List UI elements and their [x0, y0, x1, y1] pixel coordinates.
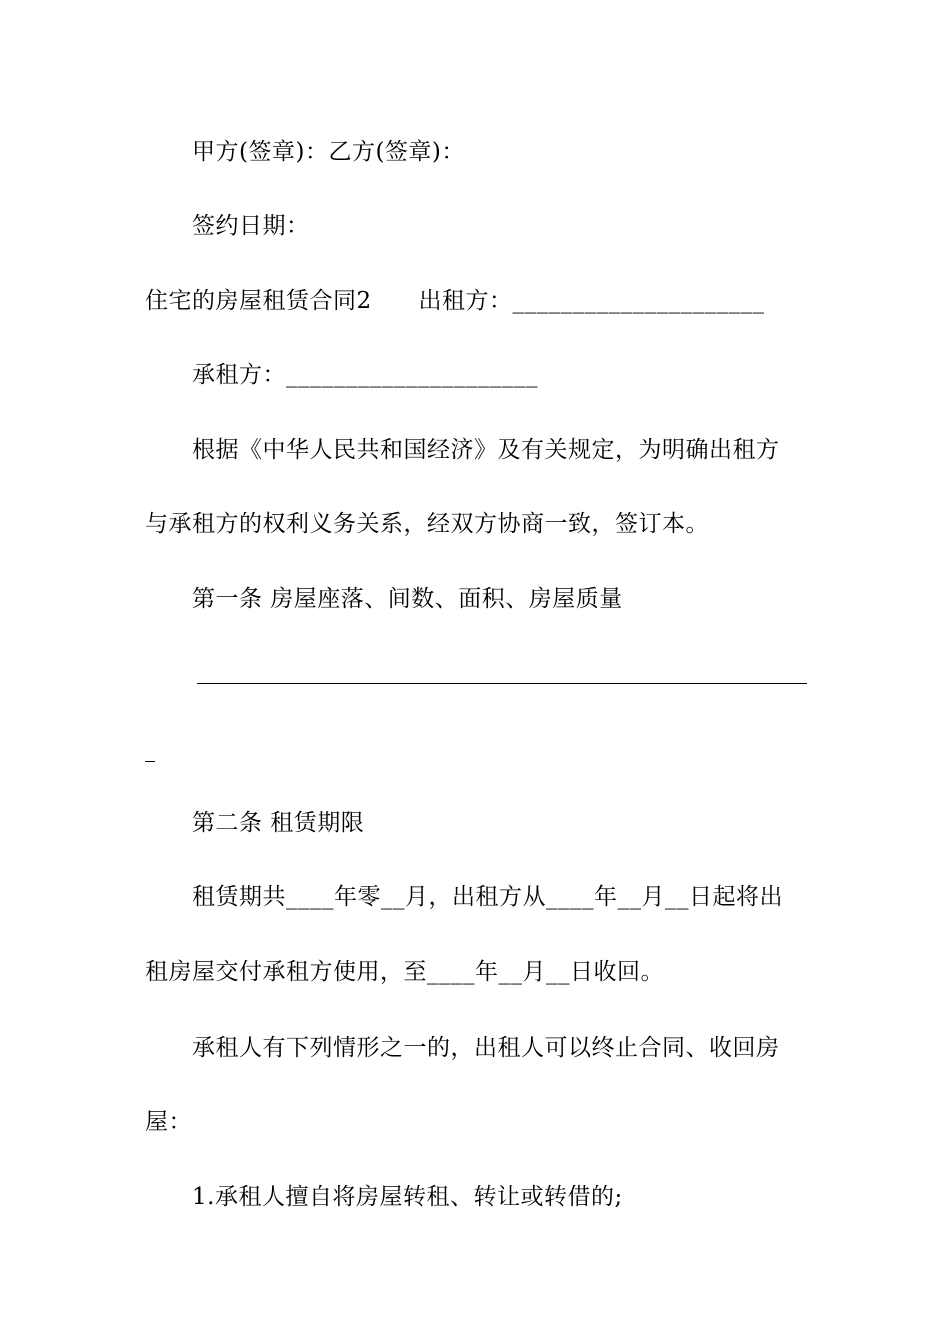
preamble-line-1: 根据《中华人民共和国经济》及有关规定，为明确出租方 [192, 437, 780, 463]
termination-line-1: 承租人有下列情形之一的，出租人可以终止合同、收回房 [192, 1035, 780, 1061]
fill-in-rule [197, 683, 807, 684]
article-1-heading: 第一条 房屋座落、间数、面积、房屋质量 [192, 586, 623, 612]
termination-item-1: 1.承租人擅自将房屋转租、转让或转借的; [192, 1184, 623, 1210]
article-2-heading: 第二条 租赁期限 [192, 810, 365, 836]
lease-term-line-1: 租赁期共____年零__月，出租方从____年__月__日起将出 [192, 884, 783, 910]
contract-title-lessor: 住宅的房屋租赁合同2 出租方：_____________________ [145, 288, 765, 314]
fill-in-rule-continuation [145, 761, 155, 762]
lessee-line: 承租方：_____________________ [192, 362, 538, 388]
signature-line: 甲方(签章)：乙方(签章)： [192, 139, 465, 165]
termination-line-2: 屋： [145, 1109, 192, 1135]
signing-date: 签约日期： [192, 213, 310, 239]
lease-term-line-2: 租房屋交付承租方使用，至____年__月__日收回。 [145, 959, 664, 985]
preamble-line-2: 与承租方的权利义务关系，经双方协商一致，签订本。 [145, 511, 709, 537]
